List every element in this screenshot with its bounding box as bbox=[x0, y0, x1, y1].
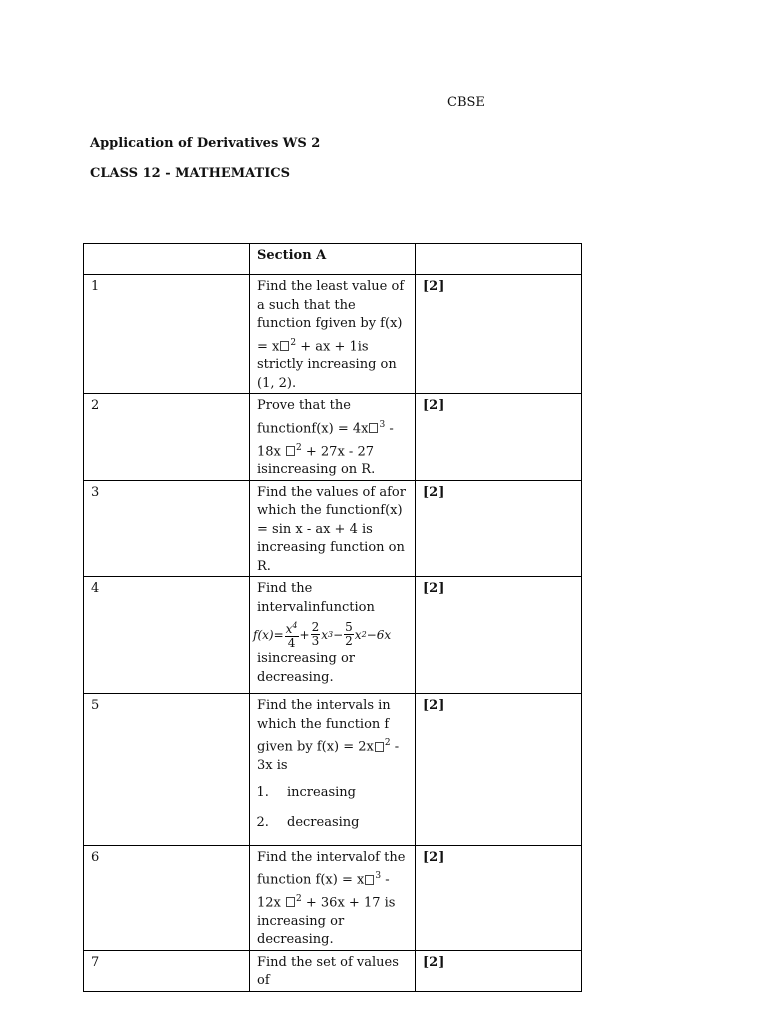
missing-glyph-icon bbox=[365, 875, 374, 885]
missing-glyph-icon bbox=[369, 423, 378, 433]
question-marks: [2] bbox=[416, 577, 582, 694]
header-cell-empty bbox=[416, 244, 582, 275]
questions-table bbox=[83, 243, 582, 992]
missing-glyph-icon bbox=[286, 897, 295, 907]
header-cell-empty bbox=[84, 244, 250, 275]
question-text: Find the intervalinfunction f(x)= $\frac{x^4}{4}$ + $\frac{2}{3}$ x 3 − $\frac{5}{2}$ x 2 −6x isincreasing or decreasing. bbox=[250, 577, 416, 694]
question-number: 5 bbox=[84, 694, 250, 845]
question-text: Find the set of values of bbox=[250, 950, 416, 991]
question-marks: [2] bbox=[416, 694, 582, 845]
section-label: Section A bbox=[250, 244, 416, 275]
question-marks: [2] bbox=[416, 845, 582, 950]
table-row bbox=[84, 950, 582, 991]
board-label: CBSE bbox=[447, 95, 485, 110]
question-number: 4 bbox=[84, 577, 250, 694]
table-header-row bbox=[84, 244, 582, 275]
question-text: Find the intervalof the function f(x) = x $^3$ - 12x $^2$ + 36x + 17 is increasing or decreasing. bbox=[250, 845, 416, 950]
question-text: Find the intervals in which the function f given by f(x) = 2x $^2$ - 3x is 1. increasing 2. decreasing bbox=[250, 694, 416, 845]
question-number: 1 bbox=[84, 275, 250, 394]
missing-glyph-icon bbox=[375, 742, 384, 752]
question-text: Find the values of afor which the functionf(x) = sin x - ax + 4 is increasing function on R. bbox=[250, 480, 416, 577]
question-text: Prove that the functionf(x) = 4x $^3$ - 18x $^2$ + 27x - 27 isincreasing on R. bbox=[250, 394, 416, 481]
question-number: 3 bbox=[84, 480, 250, 577]
question-marks: [2] bbox=[416, 275, 582, 394]
worksheet-title: Application of Derivatives WS 2 bbox=[90, 136, 321, 151]
question-text: Find the least value of a such that the function fgiven by f(x) = x $^2$ + ax + 1is strictly increasing on (1, 2). bbox=[250, 275, 416, 394]
question-number: 6 bbox=[84, 845, 250, 950]
sub-parts-list bbox=[257, 784, 409, 833]
table-row bbox=[84, 480, 582, 577]
question-marks: [2] bbox=[416, 394, 582, 481]
list-item: 2. decreasing bbox=[273, 814, 409, 833]
class-subtitle: CLASS 12 - MATHEMATICS bbox=[90, 166, 291, 181]
table-row bbox=[84, 845, 582, 950]
list-item: 1. increasing bbox=[273, 784, 409, 803]
missing-glyph-icon bbox=[280, 341, 289, 351]
missing-glyph-icon bbox=[286, 446, 295, 456]
question-marks: [2] bbox=[416, 480, 582, 577]
table-row bbox=[84, 275, 582, 394]
table-row bbox=[84, 577, 582, 694]
question-marks: [2] bbox=[416, 950, 582, 991]
table-row bbox=[84, 394, 582, 481]
question-number: 2 bbox=[84, 394, 250, 481]
function-formula: f(x)= $\frac{x^4}{4}$ + $\frac{2}{3}$ x 3 − $\frac{5}{2}$ x 2 −6x bbox=[253, 620, 392, 651]
question-number: 7 bbox=[84, 950, 250, 991]
table-row bbox=[84, 694, 582, 845]
